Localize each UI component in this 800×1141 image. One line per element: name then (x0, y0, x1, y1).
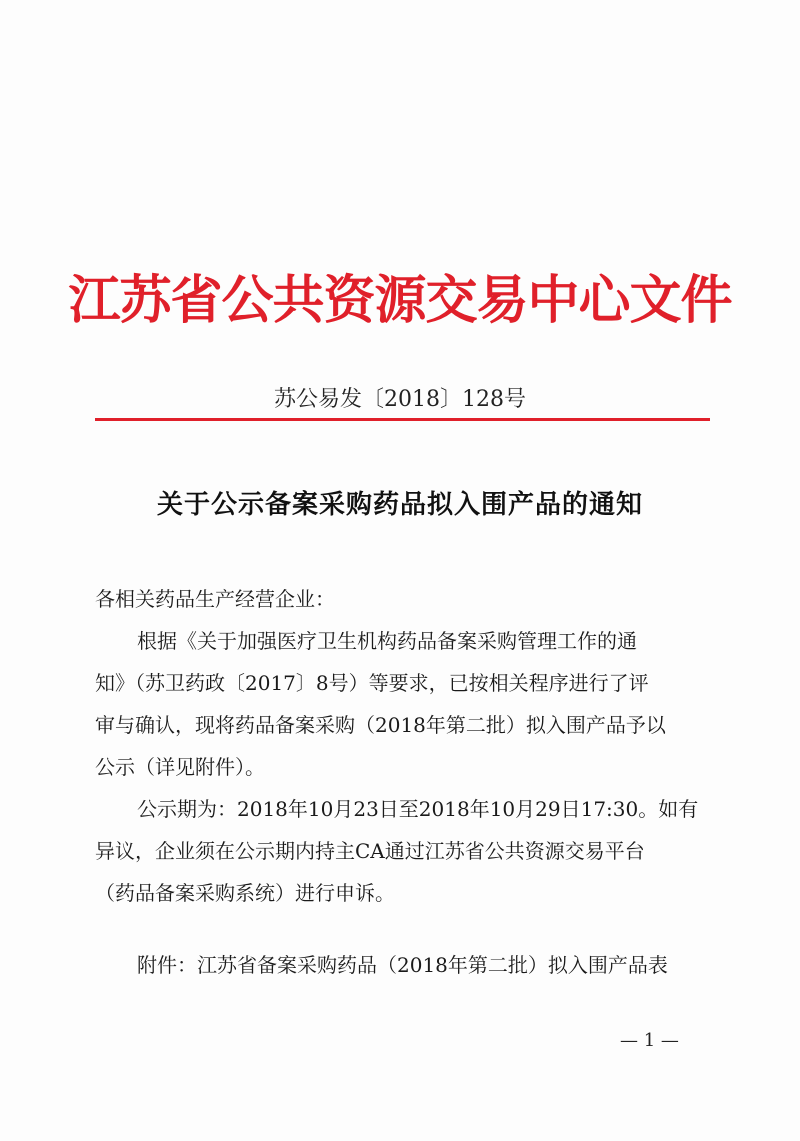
paragraph-line: 根据《关于加强医疗卫生机构药品备案采购管理工作的通 (137, 629, 637, 653)
paragraph-publicity-period (95, 788, 720, 914)
attachment-line: 附件：江苏省备案采购药品（2018年第二批）拟入围产品表 (137, 953, 668, 977)
red-divider-line (95, 418, 710, 421)
paragraph-line: 异议，企业须在公示期内持主CA通过江苏省公共资源交易平台 (95, 839, 645, 863)
attachment-note (95, 944, 720, 986)
document-number: 苏公易发〔2018〕128号 (274, 387, 526, 412)
salutation: 各相关药品生产经营企业： (95, 587, 335, 611)
notice-title: 关于公示备案采购药品拟入围产品的通知 (156, 490, 643, 520)
paragraph-line: 公示（详见附件）。 (95, 755, 265, 779)
issuing-organization-header: 江苏省公共资源交易中心文件 (68, 271, 732, 331)
paragraph-basis (95, 620, 720, 788)
paragraph-line: （药品备案采购系统）进行申诉。 (95, 881, 395, 905)
paragraph-line: 审与确认，现将药品备案采购（2018年第二批）拟入围产品予以 (95, 713, 666, 737)
paragraph-line: 知》（苏卫药政〔2017〕8号）等要求，已按相关程序进行了评 (95, 671, 649, 695)
page-number: — 1 — (620, 1030, 679, 1051)
paragraph-line: 公示期为：2018年10月23日至2018年10月29日17:30。如有 (137, 797, 699, 821)
